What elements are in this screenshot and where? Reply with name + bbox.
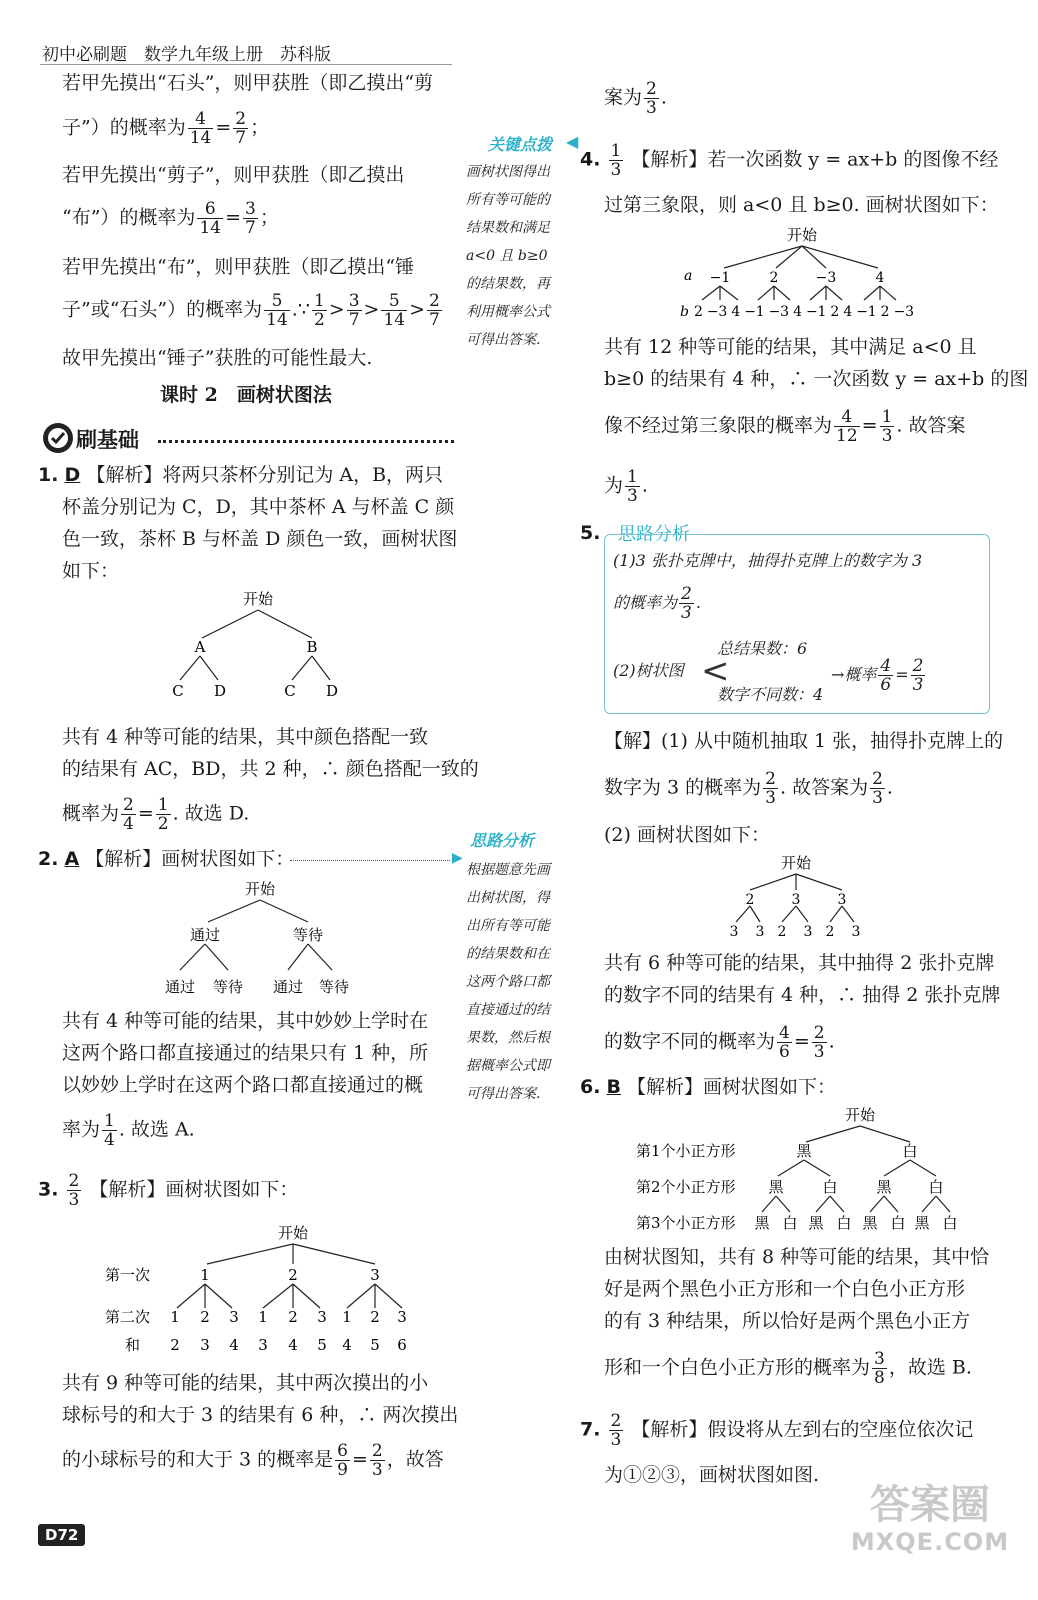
q5-line-5: 的数字不同的结果有 4 种，∴ 抽得 2 张扑克牌 <box>604 984 1001 1006</box>
q6-row-label-1: 第1个小正方形 <box>636 1142 736 1160</box>
q5-tree-lvl1: 3 <box>791 892 801 908</box>
q4-tree-leaves: 2 −3 4 −1 −3 4 −1 2 4 −1 2 −3 <box>694 304 914 320</box>
intro-line-2: 子”）的概率为 $\frac{4}{14}$ = $\frac{2}{7}$ ； <box>62 109 270 148</box>
q3-tree-lvl2: 1 <box>342 1308 352 1326</box>
side-note-1-title: 关键点拨 <box>488 135 553 154</box>
q3-tree-sum: 4 <box>229 1336 239 1354</box>
q6-tree-leaf: 白 <box>942 1214 958 1232</box>
q5-tree-leaf: 3 <box>803 924 813 940</box>
q3-tree-sum: 6 <box>397 1336 407 1354</box>
lesson-title: 课时 2 画树状图法 <box>160 384 332 406</box>
q1-tree-leaf: C <box>284 682 296 700</box>
q3-line-2: 共有 9 种等可能的结果，其中两次摸出的小 <box>62 1372 429 1394</box>
q5-box-total: 总结果数：6 <box>717 639 808 658</box>
q2-tree-leaf: 等待 <box>318 978 350 996</box>
intro-line-5: 若甲先摸出“布”，则甲获胜（即乙摸出“锤 <box>62 256 415 278</box>
side-note-2-body: 根据题意先画 出树状图，得 出所有等可能 的结果数和在 这两个路口都 直接通过的结 果数，然后根 据概率公式即 可得出答案. <box>466 862 550 1102</box>
q6-tree-leaf: 黑 <box>862 1214 878 1232</box>
q5-tree-lvl1: 2 <box>745 892 755 908</box>
q3-tree-lvl1: 2 <box>288 1266 298 1284</box>
side-note-1-body: 画树状图得出 所有等可能的 结果数和满足 a<0 且 b≥0 的结果数，再 利用概率公式 可得出答案. <box>466 164 550 348</box>
q3-row-label-first: 第一次 <box>105 1266 151 1284</box>
q1-line-4: 如下： <box>62 560 120 582</box>
q2-tree-node-wait: 等待 <box>292 926 324 944</box>
q5-box-tree-label: (2)树状图 <box>613 661 684 680</box>
q4-line-1: 4. $\frac{1}{3}$ 【解析】若一次函数 y = ax+b 的图像不经 <box>580 141 999 180</box>
q5-analysis-tag: 思路分析 <box>618 524 690 545</box>
q3-tree-lvl2: 2 <box>288 1308 298 1326</box>
q6-tree-leaf: 黑 <box>808 1214 824 1232</box>
q1-tree-leaf: D <box>213 682 227 700</box>
q1-tree-leaf: D <box>325 682 339 700</box>
q6-tree-node: 黑 <box>796 1142 812 1160</box>
q2-tree-diagram <box>140 878 380 998</box>
q6-tree-leaf: 黑 <box>754 1214 770 1232</box>
q3-tree-lvl2: 2 <box>370 1308 380 1326</box>
q6-tree-leaf: 白 <box>890 1214 906 1232</box>
q1-tree-leaf: C <box>172 682 184 700</box>
q3-tree-lvl2: 3 <box>397 1308 407 1326</box>
q1-line-6: 的结果有 AC，BD，共 2 种，∴ 颜色搭配一致的 <box>62 758 479 780</box>
q3-tree-root: 开始 <box>277 1224 309 1242</box>
intro-line-3: 若甲先摸出“剪子”，则甲获胜（即乙摸出 <box>62 164 405 186</box>
q3-tree-lvl2: 1 <box>170 1308 180 1326</box>
q3-tree-lvl1: 3 <box>370 1266 380 1284</box>
q3-tree-sum: 2 <box>170 1336 180 1354</box>
q2-tree-node-pass: 通过 <box>189 926 221 944</box>
intro-line-6: 子”或“石头”）的概率为 $\frac{5}{14}$ .∵ $\frac{1}{2}$ > $\frac{3}{7}$ > $\frac{5}{14}$ > $\frac{2}{7}$ <box>62 291 440 330</box>
q3-row-label-sum: 和 <box>125 1336 141 1354</box>
q5-tree-leaf: 2 <box>825 924 835 940</box>
q1-line-2: 杯盖分别记为 C，D，其中茶杯 A 与杯盖 C 颜 <box>62 496 455 518</box>
q3-line-1: 3. $\frac{2}{3}$ 【解析】画树状图如下： <box>38 1171 299 1210</box>
intro-line-7: 故甲先摸出“锤子”获胜的可能性最大. <box>62 347 373 369</box>
q2-line-4: 以妙妙上学时在这两个路口都直接通过的概 <box>62 1074 424 1096</box>
q6-row-label-2: 第2个小正方形 <box>636 1178 736 1196</box>
q6-tree-leaf: 黑 <box>914 1214 930 1232</box>
q1-line-7: 概率为 $\frac{2}{4}$ = $\frac{1}{2}$ . 故选 D. <box>62 795 250 834</box>
q4-tree-root: 开始 <box>786 226 818 244</box>
q5-tree-diagram <box>720 852 880 942</box>
section-dots <box>158 440 454 443</box>
q6-tree-node: 黑 <box>876 1178 892 1196</box>
q6-tree-node: 白 <box>822 1178 838 1196</box>
side-note-2-title: 思路分析 <box>470 831 535 850</box>
q5-line-2: 数字为 3 的概率为 $\frac{2}{3}$ . 故答案为 $\frac{2}{3}$ . <box>604 769 893 808</box>
q3-tree-sum: 4 <box>288 1336 298 1354</box>
q4-line-6: 为 $\frac{1}{3}$ . <box>604 467 648 506</box>
q5-tree-leaf: 3 <box>729 924 739 940</box>
q3-tree-sum: 3 <box>258 1336 268 1354</box>
q1-line-1: 1. D 【解析】将两只茶杯分别记为 A，B，两只 <box>38 464 444 486</box>
q6-line-4: 的有 3 种结果，所以恰好是两个黑色小正方 <box>604 1310 971 1332</box>
q5-box-line-2: 的概率为 $\frac{2}{3}$ . <box>613 584 701 623</box>
q2-line-1: 2. A 【解析】画树状图如下： <box>38 848 295 870</box>
q4-tree-b-label: b <box>680 304 689 320</box>
q2-tree-leaf: 等待 <box>212 978 244 996</box>
watermark-logo: 答案圈 MXQE.COM <box>850 1482 1010 1556</box>
q3-tree-sum: 4 <box>342 1336 352 1354</box>
q6-row-label-3: 第3个小正方形 <box>636 1214 736 1232</box>
q1-tree-node-a: A <box>194 638 206 656</box>
q2-line-5: 率为 $\frac{1}{4}$ . 故选 A. <box>62 1111 195 1150</box>
q3-tree-sum: 5 <box>317 1336 327 1354</box>
q4-tree-a-value: −3 <box>815 270 837 286</box>
q1-tree-node-b: B <box>306 638 318 656</box>
header-rule <box>40 64 452 65</box>
q6-line-5: 形和一个白色小正方形的概率为 $\frac{3}{8}$ ，故选 B. <box>604 1349 972 1388</box>
section-banner <box>40 424 454 454</box>
q3-tree-lvl2: 3 <box>229 1308 239 1326</box>
q5-line-3: (2) 画树状图如下： <box>604 824 770 846</box>
q4-tree-a-value: 4 <box>875 270 885 286</box>
q3-tree-lvl2: 1 <box>258 1308 268 1326</box>
page-number: D72 <box>38 1524 85 1546</box>
q4-tree-a-value: −1 <box>709 270 731 286</box>
q5-box-brace-icon: < <box>701 651 730 691</box>
q4-line-2: 过第三象限，则 a<0 且 b≥0. 画树状图如下： <box>604 194 999 216</box>
q3-tree-lvl2: 2 <box>200 1308 210 1326</box>
q4-line-4: b≥0 的结果有 4 种，∴ 一次函数 y = ax+b 的图 <box>604 368 1029 390</box>
q5-analysis-box <box>604 534 990 714</box>
q6-tree-leaf: 白 <box>836 1214 852 1232</box>
q5-line-4: 共有 6 种等可能的结果，其中抽得 2 张扑克牌 <box>604 952 995 974</box>
q6-line-2: 由树状图知，共有 8 种等可能的结果，其中恰 <box>604 1246 990 1268</box>
q3-tree-diagram <box>100 1222 430 1362</box>
q4-tree-a-label: a <box>684 268 693 284</box>
q5-number: 5. <box>580 522 601 544</box>
q3-tree-sum: 3 <box>200 1336 210 1354</box>
q6-tree-node: 白 <box>928 1178 944 1196</box>
q4-line-3: 共有 12 种等可能的结果，其中满足 a<0 且 <box>604 336 977 358</box>
q1-tree-root: 开始 <box>242 590 274 608</box>
q7-line-1: 7. $\frac{2}{3}$ 【解析】假设将从左到右的空座位依次记 <box>580 1411 974 1450</box>
q6-tree-node: 白 <box>902 1142 918 1160</box>
q7-line-2: 为①②③，画树状图如图. <box>604 1464 820 1486</box>
q5-line-6: 的数字不同的概率为 $\frac{4}{6}$ = $\frac{2}{3}$ . <box>604 1023 835 1062</box>
q3-line-3: 球标号的和大于 3 的结果有 6 种，∴ 两次摸出 <box>62 1404 459 1426</box>
q2-line-3: 这两个路口都直接通过的结果只有 1 种，所 <box>62 1042 429 1064</box>
section-badge-icon <box>40 421 80 455</box>
q6-line-3: 好是两个黑色小正方形和一个白色小正方形 <box>604 1278 966 1300</box>
q2-tree-leaf: 通过 <box>164 978 196 996</box>
intro-line-1: 若甲先摸出“石头”，则甲获胜（即乙摸出“剪 <box>62 72 434 94</box>
q6-tree-leaf: 白 <box>782 1214 798 1232</box>
q4-tree-a-value: 2 <box>769 270 779 286</box>
q5-box-line-1: (1)3 张扑克牌中，抽得扑克牌上的数字为 3 <box>613 551 923 570</box>
q4-tree-diagram <box>676 224 946 324</box>
q3-line-4: 的小球标号的和大于 3 的概率是 $\frac{6}{9}$ = $\frac{2}{3}$ ，故答 <box>62 1441 444 1480</box>
q2-tree-root: 开始 <box>244 880 276 898</box>
q6-tree-root: 开始 <box>844 1106 876 1124</box>
right-line-0: 案为 $\frac{2}{3}$ . <box>604 79 667 118</box>
intro-line-4: “布”）的概率为 $\frac{6}{14}$ = $\frac{3}{7}$ ； <box>62 199 279 238</box>
section-title: 刷基础 <box>76 428 139 452</box>
q3-row-label-second: 第二次 <box>105 1308 151 1326</box>
header-title: 初中必刷题 数学九年级上册 苏科版 <box>42 45 331 65</box>
side-note-2-arrow-icon: ▶ <box>452 850 463 866</box>
q5-tree-leaf: 3 <box>851 924 861 940</box>
q2-pointer-dots <box>290 860 450 861</box>
q5-tree-root: 开始 <box>780 854 812 872</box>
q5-tree-leaf: 2 <box>777 924 787 940</box>
side-note-1-arrow-icon: ◀ <box>566 132 579 151</box>
q5-tree-leaf: 3 <box>755 924 765 940</box>
q5-box-diff: 数字不同数：4 <box>717 685 824 704</box>
q5-box-prob: →概率 $\frac{4}{6}$ = $\frac{2}{3}$ <box>831 656 924 695</box>
q5-tree-lvl1: 3 <box>837 892 847 908</box>
q3-tree-lvl1: 1 <box>200 1266 210 1284</box>
q2-tree-leaf: 通过 <box>272 978 304 996</box>
q6-line-1: 6. B 【解析】画树状图如下： <box>580 1076 837 1098</box>
q1-line-5: 共有 4 种等可能的结果，其中颜色搭配一致 <box>62 726 429 748</box>
q1-tree-diagram <box>150 588 390 703</box>
q6-tree-node: 黑 <box>768 1178 784 1196</box>
q5-line-1: 【解】(1) 从中随机抽取 1 张，抽得扑克牌上的 <box>604 730 1004 752</box>
q3-tree-sum: 5 <box>370 1336 380 1354</box>
q1-line-3: 色一致，茶杯 B 与杯盖 D 颜色一致，画树状图 <box>62 528 458 550</box>
q2-line-2: 共有 4 种等可能的结果，其中妙妙上学时在 <box>62 1010 429 1032</box>
q4-line-5: 像不经过第三象限的概率为 $\frac{4}{12}$ = $\frac{1}{3}$ . 故答案 <box>604 407 966 446</box>
q6-tree-diagram <box>634 1104 974 1234</box>
q3-tree-lvl2: 3 <box>317 1308 327 1326</box>
